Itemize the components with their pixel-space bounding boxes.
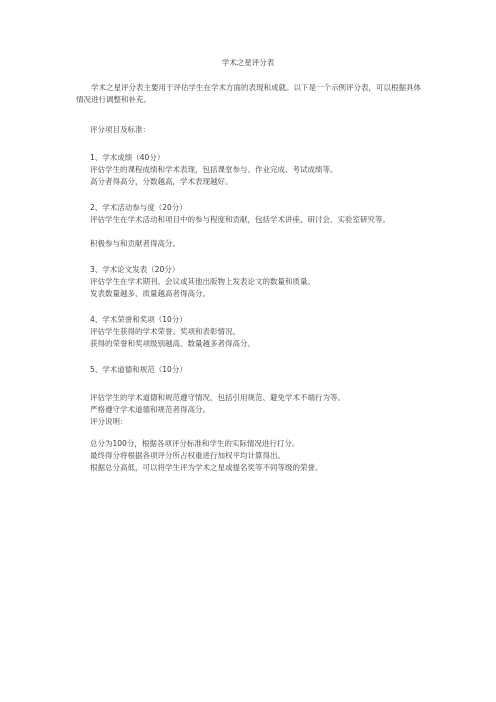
item-1-heading: 1、学术成绩（40分） [90, 153, 165, 162]
item-5-line-1: 评估学生的学术道德和规范遵守情况，包括引用规范、避免学术不端行为等。 [90, 393, 345, 402]
intro-paragraph: 学术之星评分表主要用于评估学生在学术方面的表现和成就。以下是一个示例评分表，可以根据具体情况进行调整和补充。 [76, 83, 421, 104]
item-3-line-2: 发表数量越多、质量越高者得高分。 [90, 289, 210, 298]
item-3-heading: 3、学术论文发表（20分） [90, 265, 180, 274]
item-5-heading: 5、学术道德和规范（10分） [90, 365, 187, 374]
criteria-heading: 评分项目及标准： [90, 125, 150, 134]
item-4-line-1: 评估学生获得的学术荣誉、奖项和表彰情况。 [90, 327, 240, 336]
item-4-line-2: 获得的荣誉和奖项级别越高、数量越多者得高分。 [90, 339, 255, 348]
item-1-line-1: 评估学生的课程成绩和学术表现，包括课堂参与、作业完成、考试成绩等。 [90, 165, 338, 174]
note-3: 根据总分高低，可以将学生评为学术之星或提名奖等不同等级的荣誉。 [90, 463, 323, 472]
item-4-heading: 4、学术荣誉和奖项（10分） [90, 315, 187, 324]
item-2-heading: 2、学术活动参与度（20分） [90, 203, 187, 212]
note-2: 最终得分将根据各项评分所占权重进行加权平均计算得出。 [90, 451, 285, 460]
notes-heading: 评分说明： [90, 417, 128, 426]
item-1-line-2: 高分者得高分，分数越高，学术表现越好。 [90, 177, 233, 186]
item-2-line-1: 评估学生在学术活动和项目中的参与程度和贡献，包括学术讲座、研讨会、实验室研究等。 [90, 215, 390, 224]
note-1: 总分为100分，根据各项评分标准和学生的实际情况进行打分。 [90, 439, 300, 448]
item-2-line-2: 积极参与和贡献者得高分。 [90, 239, 180, 248]
item-3-line-1: 评估学生在学术期刊、会议或其他出版物上发表论文的数量和质量。 [90, 277, 315, 286]
item-5-line-2: 严格遵守学术道德和规范者得高分。 [90, 405, 210, 414]
document-title: 学术之星评分表 [221, 58, 275, 67]
